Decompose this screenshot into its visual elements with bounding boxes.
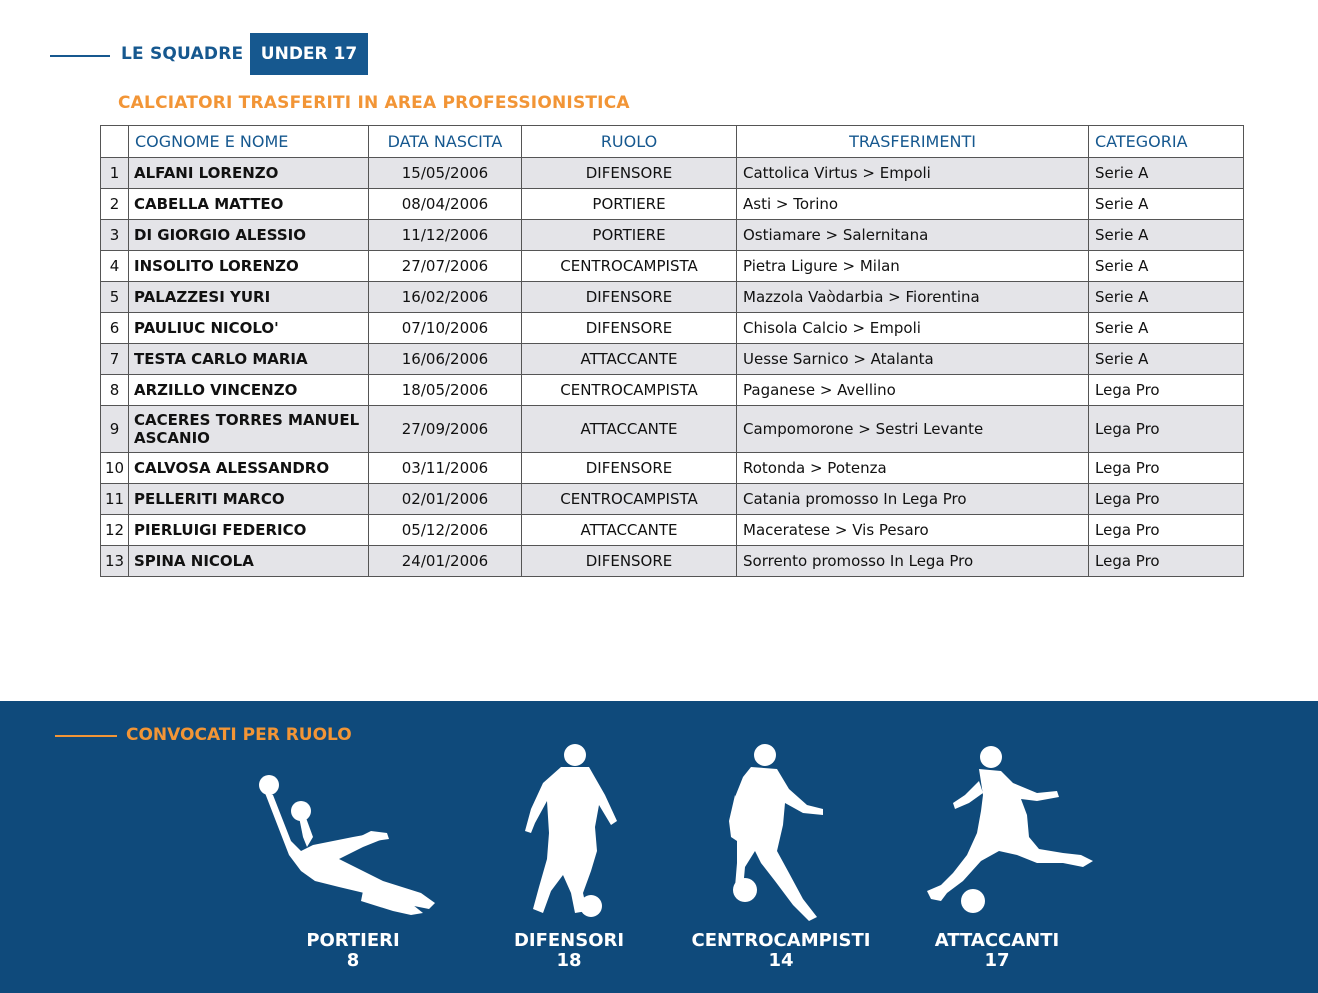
table-header-row [101,126,1244,158]
panel-title: CONVOCATI PER RUOLO [126,725,352,745]
category: Lega Pro [1089,484,1244,515]
row-number: 1 [101,158,129,189]
header-category: CATEGORIA [1089,126,1244,158]
transfer: Cattolica Virtus > Empoli [737,158,1089,189]
row-number: 3 [101,220,129,251]
roles-panel [0,701,1318,993]
role-label: PORTIERI [306,930,400,951]
transfer: Pietra Ligure > Milan [737,251,1089,282]
category: Serie A [1089,251,1244,282]
row-number: 2 [101,189,129,220]
role-count: 8 [346,950,360,971]
player-role: ATTACCANTE [522,515,737,546]
transfer: Campomorone > Sestri Levante [737,406,1089,453]
birth-date: 03/11/2006 [369,453,522,484]
player-name: ALFANI LORENZO [129,158,369,189]
role-goalkeepers [243,741,463,991]
transfer: Uesse Sarnico > Atalanta [737,344,1089,375]
player-name: CALVOSA ALESSANDRO [129,453,369,484]
section-label: LE SQUADRE [121,44,244,64]
birth-date: 08/04/2006 [369,189,522,220]
role-strikers [887,741,1107,991]
table-row [101,546,1244,577]
row-number: 4 [101,251,129,282]
table-row [101,313,1244,344]
player-role: CENTROCAMPISTA [522,251,737,282]
player-role: DIFENSORE [522,158,737,189]
role-label: DIFENSORI [513,930,625,951]
player-name: CACERES TORRES MANUEL ASCANIO [129,406,369,453]
player-name: DI GIORGIO ALESSIO [129,220,369,251]
birth-date: 11/12/2006 [369,220,522,251]
player-name: INSOLITO LORENZO [129,251,369,282]
player-name: PELLERITI MARCO [129,484,369,515]
player-name: ARZILLO VINCENZO [129,375,369,406]
striker-kicking-icon [887,741,1107,931]
table-row [101,406,1244,453]
header-transfers: TRASFERIMENTI [737,126,1089,158]
player-role: ATTACCANTE [522,344,737,375]
role-count: 14 [768,950,794,971]
team-badge: UNDER 17 [250,33,368,75]
player-name: SPINA NICOLA [129,546,369,577]
player-role: ATTACCANTE [522,406,737,453]
category: Serie A [1089,158,1244,189]
header-name: COGNOME E NOME [129,126,369,158]
transfer: Sorrento promosso In Lega Pro [737,546,1089,577]
birth-date: 02/01/2006 [369,484,522,515]
category: Lega Pro [1089,453,1244,484]
player-name: PAULIUC NICOLO' [129,313,369,344]
table-row [101,515,1244,546]
player-name: PALAZZESI YURI [129,282,369,313]
player-role: CENTROCAMPISTA [522,375,737,406]
category: Serie A [1089,344,1244,375]
role-defenders [459,741,679,991]
row-number: 10 [101,453,129,484]
player-role: PORTIERE [522,189,737,220]
role-label: ATTACCANTI [934,930,1060,951]
table-row [101,282,1244,313]
transfer: Paganese > Avellino [737,375,1089,406]
row-number: 5 [101,282,129,313]
row-number: 12 [101,515,129,546]
midfielder-running-icon [671,741,891,931]
header-role: RUOLO [522,126,737,158]
category: Serie A [1089,220,1244,251]
header-number [101,126,129,158]
table-row [101,484,1244,515]
role-count: 18 [556,950,582,971]
player-name: TESTA CARLO MARIA [129,344,369,375]
transfer: Catania promosso In Lega Pro [737,484,1089,515]
table-row [101,158,1244,189]
header-birth-date: DATA NASCITA [369,126,522,158]
header-rule [50,55,110,57]
birth-date: 07/10/2006 [369,313,522,344]
defender-dribbling-icon [459,741,679,931]
transfer: Rotonda > Potenza [737,453,1089,484]
category: Lega Pro [1089,546,1244,577]
category: Lega Pro [1089,406,1244,453]
transfer: Mazzola Vaòdarbia > Fiorentina [737,282,1089,313]
role-label: CENTROCAMPISTI [691,930,871,951]
birth-date: 18/05/2006 [369,375,522,406]
transfer: Maceratese > Vis Pesaro [737,515,1089,546]
birth-date: 16/02/2006 [369,282,522,313]
category: Serie A [1089,313,1244,344]
row-number: 13 [101,546,129,577]
player-role: PORTIERE [522,220,737,251]
table-row [101,344,1244,375]
player-role: CENTROCAMPISTA [522,484,737,515]
goalkeeper-diving-icon [243,741,463,931]
transferred-players-table [100,125,1244,577]
transfer: Chisola Calcio > Empoli [737,313,1089,344]
birth-date: 24/01/2006 [369,546,522,577]
panel-rule [55,735,117,737]
birth-date: 05/12/2006 [369,515,522,546]
birth-date: 27/07/2006 [369,251,522,282]
player-role: DIFENSORE [522,453,737,484]
category: Serie A [1089,282,1244,313]
player-role: DIFENSORE [522,282,737,313]
table-row [101,453,1244,484]
category: Serie A [1089,189,1244,220]
birth-date: 16/06/2006 [369,344,522,375]
row-number: 11 [101,484,129,515]
table-row [101,251,1244,282]
table-row [101,220,1244,251]
player-role: DIFENSORE [522,313,737,344]
role-midfielders [671,741,891,991]
category: Lega Pro [1089,375,1244,406]
transfer: Asti > Torino [737,189,1089,220]
row-number: 6 [101,313,129,344]
birth-date: 15/05/2006 [369,158,522,189]
player-role: DIFENSORE [522,546,737,577]
player-name: PIERLUIGI FEDERICO [129,515,369,546]
table-row [101,375,1244,406]
birth-date: 27/09/2006 [369,406,522,453]
table-title: CALCIATORI TRASFERITI IN AREA PROFESSIONISTICA [118,93,630,113]
row-number: 8 [101,375,129,406]
row-number: 7 [101,344,129,375]
transfer: Ostiamare > Salernitana [737,220,1089,251]
row-number: 9 [101,406,129,453]
category: Lega Pro [1089,515,1244,546]
role-count: 17 [984,950,1010,971]
player-name: CABELLA MATTEO [129,189,369,220]
table-row [101,189,1244,220]
